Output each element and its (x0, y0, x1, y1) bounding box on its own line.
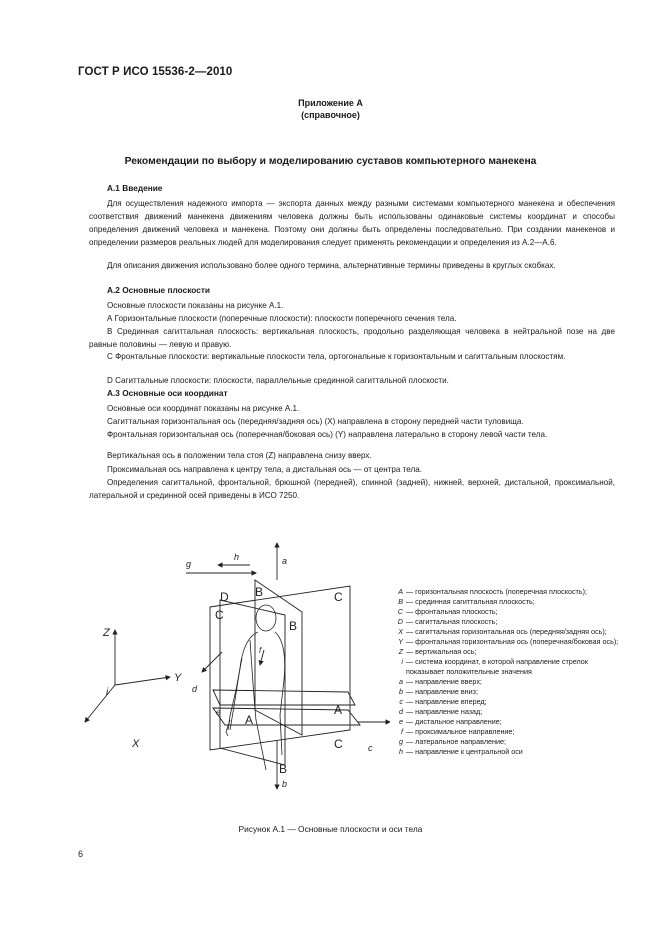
document-header: ГОСТ Р ИСО 15536-2—2010 (78, 66, 233, 78)
legend-item: f — проксимальное направление; (401, 727, 515, 736)
legend-item: Z — вертикальная ось; (398, 647, 477, 656)
plane-label-c-bottom: C (334, 737, 343, 751)
legend-item: b — направление вниз; (399, 687, 478, 696)
legend-item: D — сагиттальная плоскость; (397, 617, 498, 626)
legend-item: e — дистальное направление; (399, 717, 502, 726)
plane-label-b-bottom: B (279, 762, 288, 776)
direction-label-b: b (282, 779, 288, 789)
axis-label-y: Y (174, 672, 182, 684)
plane-label-b-mid: B (289, 619, 298, 633)
paragraph: Сагиттальная горизонтальная ось (передняя/задняя ось) (X) направлена в сторону передней части туловища. (107, 417, 524, 426)
legend-item: a — направление вверх; (399, 677, 482, 686)
direction-label-a: a (282, 556, 288, 566)
legend-item: h — направление к центральной оси (399, 747, 523, 756)
legend-item: d — направление назад; (399, 707, 483, 716)
axis-label-z: Z (103, 627, 110, 639)
paragraph: D Сагиттальные плоскости: плоскости, параллельные срединной сагиттальной плоскости. (107, 376, 449, 385)
plane-label-b-top: B (255, 585, 264, 599)
section-heading-a3: А.3 Основные оси координат (107, 388, 228, 398)
direction-label-e: e (216, 708, 221, 717)
paragraph: С Фронтальные плоскости: вертикальные плоскости тела, ортогональные к горизонтальным и сагиттальным плоскостям. (107, 352, 566, 361)
coord-system-label: i (106, 687, 109, 698)
paragraph: Основные плоскости показаны на рисунке А.1. (107, 301, 284, 310)
legend-item: A — горизонтальная плоскость (поперечная плоскость); (398, 587, 587, 596)
direction-label-h: h (234, 552, 240, 562)
legend-item: g — латеральное направление; (399, 737, 506, 746)
section-heading-a1: А.1 Введение (107, 183, 163, 193)
paragraph: Для описания движения использовано более одного термина, альтернативные термины приведены в круглых скобках. (107, 261, 556, 270)
direction-label-g: g (186, 559, 192, 569)
annex-subtitle: (справочное) (301, 110, 360, 120)
figure-legend (381, 587, 621, 757)
paragraph: Основные оси координат показаны на рисунке А.1. (107, 404, 300, 413)
direction-label-c: c (368, 743, 373, 753)
legend-item: B — срединная сагиттальная плоскость; (398, 597, 535, 606)
plane-label-a-right: A (334, 703, 343, 717)
plane-label-c-right: C (334, 590, 343, 604)
plane-label-a-left: A (245, 713, 254, 727)
legend-item: X — сагиттальная горизонтальная ось (передняя/задняя ось); (398, 627, 607, 636)
annex-title: Приложение А (298, 98, 363, 108)
legend-item: Y — фронтальная горизонтальная ось (поперечная/боковая ось); (398, 637, 619, 646)
paragraph: Определения сагиттальной, фронтальной, брюшной (передней), спинной (задней), нижней, верхней, дистальной, проксимальной, латеральной и срединной осей приведены в ИСО 7250. (89, 478, 615, 501)
section-heading-a2: А.2 Основные плоскости (107, 285, 211, 295)
plane-label-d: D (220, 590, 229, 604)
coordinate-system (85, 627, 182, 750)
paragraph: В Срединная сагиттальная плоскость: вертикальная плоскость, продольно разделяющая человека в нейтральной позе на две равные половины — левую и правую. (89, 327, 615, 350)
body-planes-figure (70, 540, 390, 810)
paragraph: А Горизонтальные плоскости (поперечные плоскости): плоскости поперечного сечения тела. (107, 314, 457, 323)
paragraph: Вертикальная ось в положении тела стоя (Z) направлена снизу вверх. (107, 451, 372, 460)
plane-label-c-left: C (215, 608, 224, 622)
legend-item: c — направление вперед; (399, 697, 487, 706)
paragraph: Проксимальная ось направлена к центру тела, а дистальная ось — от центра тела. (107, 465, 422, 474)
axis-label-x: X (132, 738, 140, 750)
page-number: 6 (78, 849, 84, 859)
paragraph: Для осуществления надежного импорта — экспорта данных между разными системами компьютерного манекена и обеспечения соответствия движений манекена движениям человека должны быть использованы одинаковые системы координат и способы определения движений человека и манекена. Поэтому они должны быть определены последовательно. При создании манекенов и определении размеров реальных людей для моделирования следует применять рекомендации и определения из А.2—А.6. (89, 199, 615, 248)
legend-item: i — система координат, в которой направление стрелок показывает положительные значения (401, 657, 588, 676)
direction-label-f: f (259, 646, 262, 655)
legend-item: C — фронтальная плоскость; (397, 607, 498, 616)
direction-label-d: d (192, 684, 198, 694)
figure-caption: Рисунок А.1 — Основные плоскости и оси тела (238, 824, 423, 834)
main-title: Рекомендации по выбору и моделированию суставов компьютерного манекена (124, 156, 537, 167)
paragraph: Фронтальная горизонтальная ось (поперечная/боковая ось) (Y) направлена латерально в сторону левой части тела. (107, 430, 548, 439)
